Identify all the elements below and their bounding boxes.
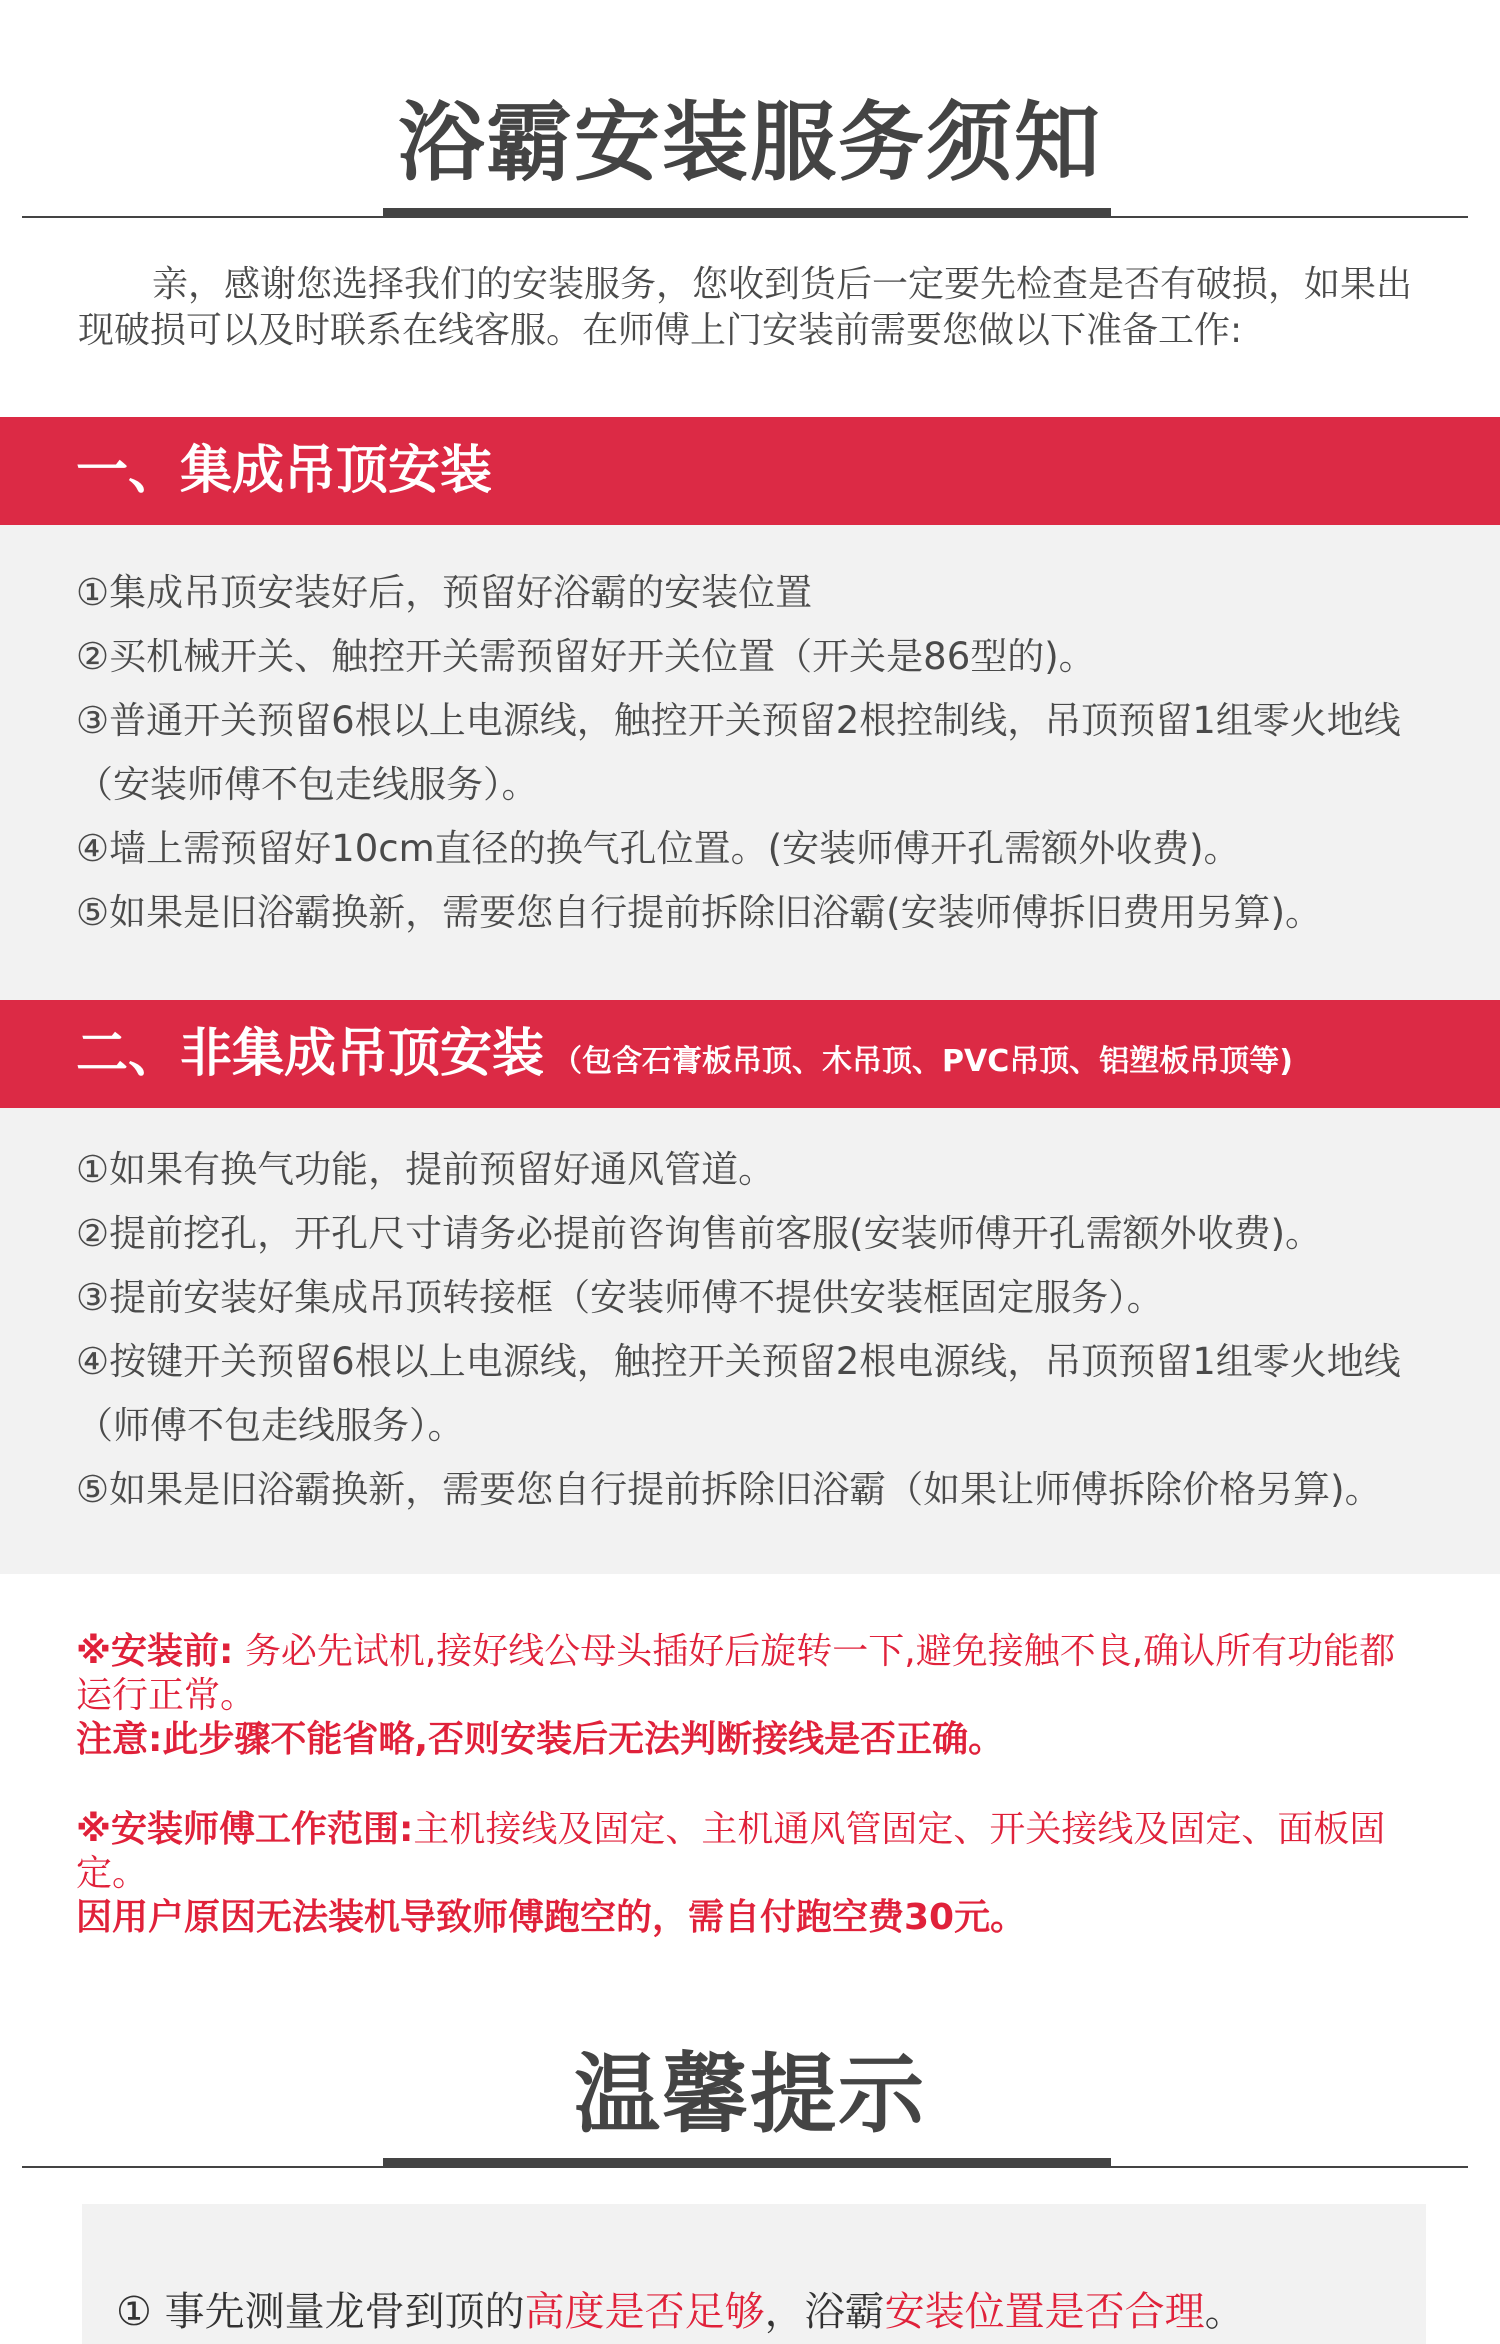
title-underline-bar [383,208,1111,217]
tips-highlight-position: 安装位置是否合理 [884,2289,1205,2335]
notice-before-install [76,1630,1426,1762]
list-item: ⑤如果是旧浴霸换新，需要您自行提前拆除旧浴霸（如果让师傅拆除价格另算)。 [76,1468,1382,1511]
list-item: ④墙上需预留好10cm直径的换气孔位置。(安装师傅开孔需额外收费)。 [76,827,1241,870]
tips-title-wrap [0,2045,1500,2145]
list-item: ④按键开关预留6根以上电源线，触控开关预留2根电源线，吊顶预留1组零火地线（师傅不包走线服务）。 [76,1340,1401,1447]
list-item: ①集成吊顶安装好后，预留好浴霸的安装位置 [76,571,813,614]
section1-title: 一、集成吊顶安装 [76,441,493,501]
list-item: ②提前挖孔，开孔尺寸请务必提前咨询售前客服(安装师傅开孔需额外收费)。 [76,1212,1323,1255]
notice1-text: 务必先试机,接好线公母头插好后旋转一下,避免接触不良,确认所有功能都运行正常。 [76,1631,1396,1716]
section2-body [0,1108,1500,1574]
section2-list [76,1138,1416,1522]
list-item: ②买机械开关、触控开关需预留好开关位置（开关是86型的)。 [76,635,1096,678]
tips-suffix: 。 [1204,2289,1245,2335]
tips-underline-bar [383,2158,1111,2167]
section1-list [76,561,1416,945]
list-item: ③提前安装好集成吊顶转接框（安装师傅不提供安装框固定服务）。 [76,1276,1164,1319]
section2-title: 二、非集成吊顶安装 [76,1024,545,1084]
section2-subtitle: （包含石膏板吊顶、木吊顶、PVC吊顶、铝塑板吊顶等) [552,1044,1293,1079]
list-item: ①如果有换气功能，提前预留好通风管道。 [76,1148,776,1191]
tips-highlight-height: 高度是否足够 [524,2289,765,2335]
list-item: ⑤如果是旧浴霸换新，需要您自行提前拆除旧浴霸(安装师傅拆旧费用另算)。 [76,891,1323,934]
notice2-text: 主机接线及固定、主机通风管固定、开关接线及固定、面板固定。 [76,1809,1386,1894]
section1-header [0,417,1500,525]
tips-title: 温馨提示 [574,2045,926,2145]
tips-mid: ，浴霸 [764,2289,885,2335]
notice1-label: ※安装前: [76,1631,234,1672]
notice2-warning: 因用户原因无法装机导致师傅跑空的，需自付跑空费30元。 [76,1897,1027,1938]
tips-box [82,2204,1426,2344]
section2-header [0,1000,1500,1108]
intro-text: 亲，感谢您选择我们的安装服务，您收到货后一定要先检查是否有破损，如果出现破损可以及时联系在线客服。在师傅上门安装前需要您做以下准备工作: [78,264,1413,351]
page-title-wrap [0,93,1500,193]
notice2-label: ※安装师傅工作范围: [76,1809,414,1850]
list-item: ③普通开关预留6根以上电源线，触控开关预留2根控制线，吊顶预留1组零火地线（安装师傅不包走线服务）。 [76,699,1401,806]
tips-line-1 [116,2284,1245,2340]
section2-heading [76,1022,1293,1094]
page-title: 浴霸安装服务须知 [398,93,1102,193]
section1-body [0,525,1500,1000]
notice-work-scope [76,1808,1426,1940]
tips-prefix: ① 事先测量龙骨到顶的 [116,2289,525,2335]
notice1-warning: 注意:此步骤不能省略,否则安装后无法判断接线是否正确。 [76,1719,1005,1760]
